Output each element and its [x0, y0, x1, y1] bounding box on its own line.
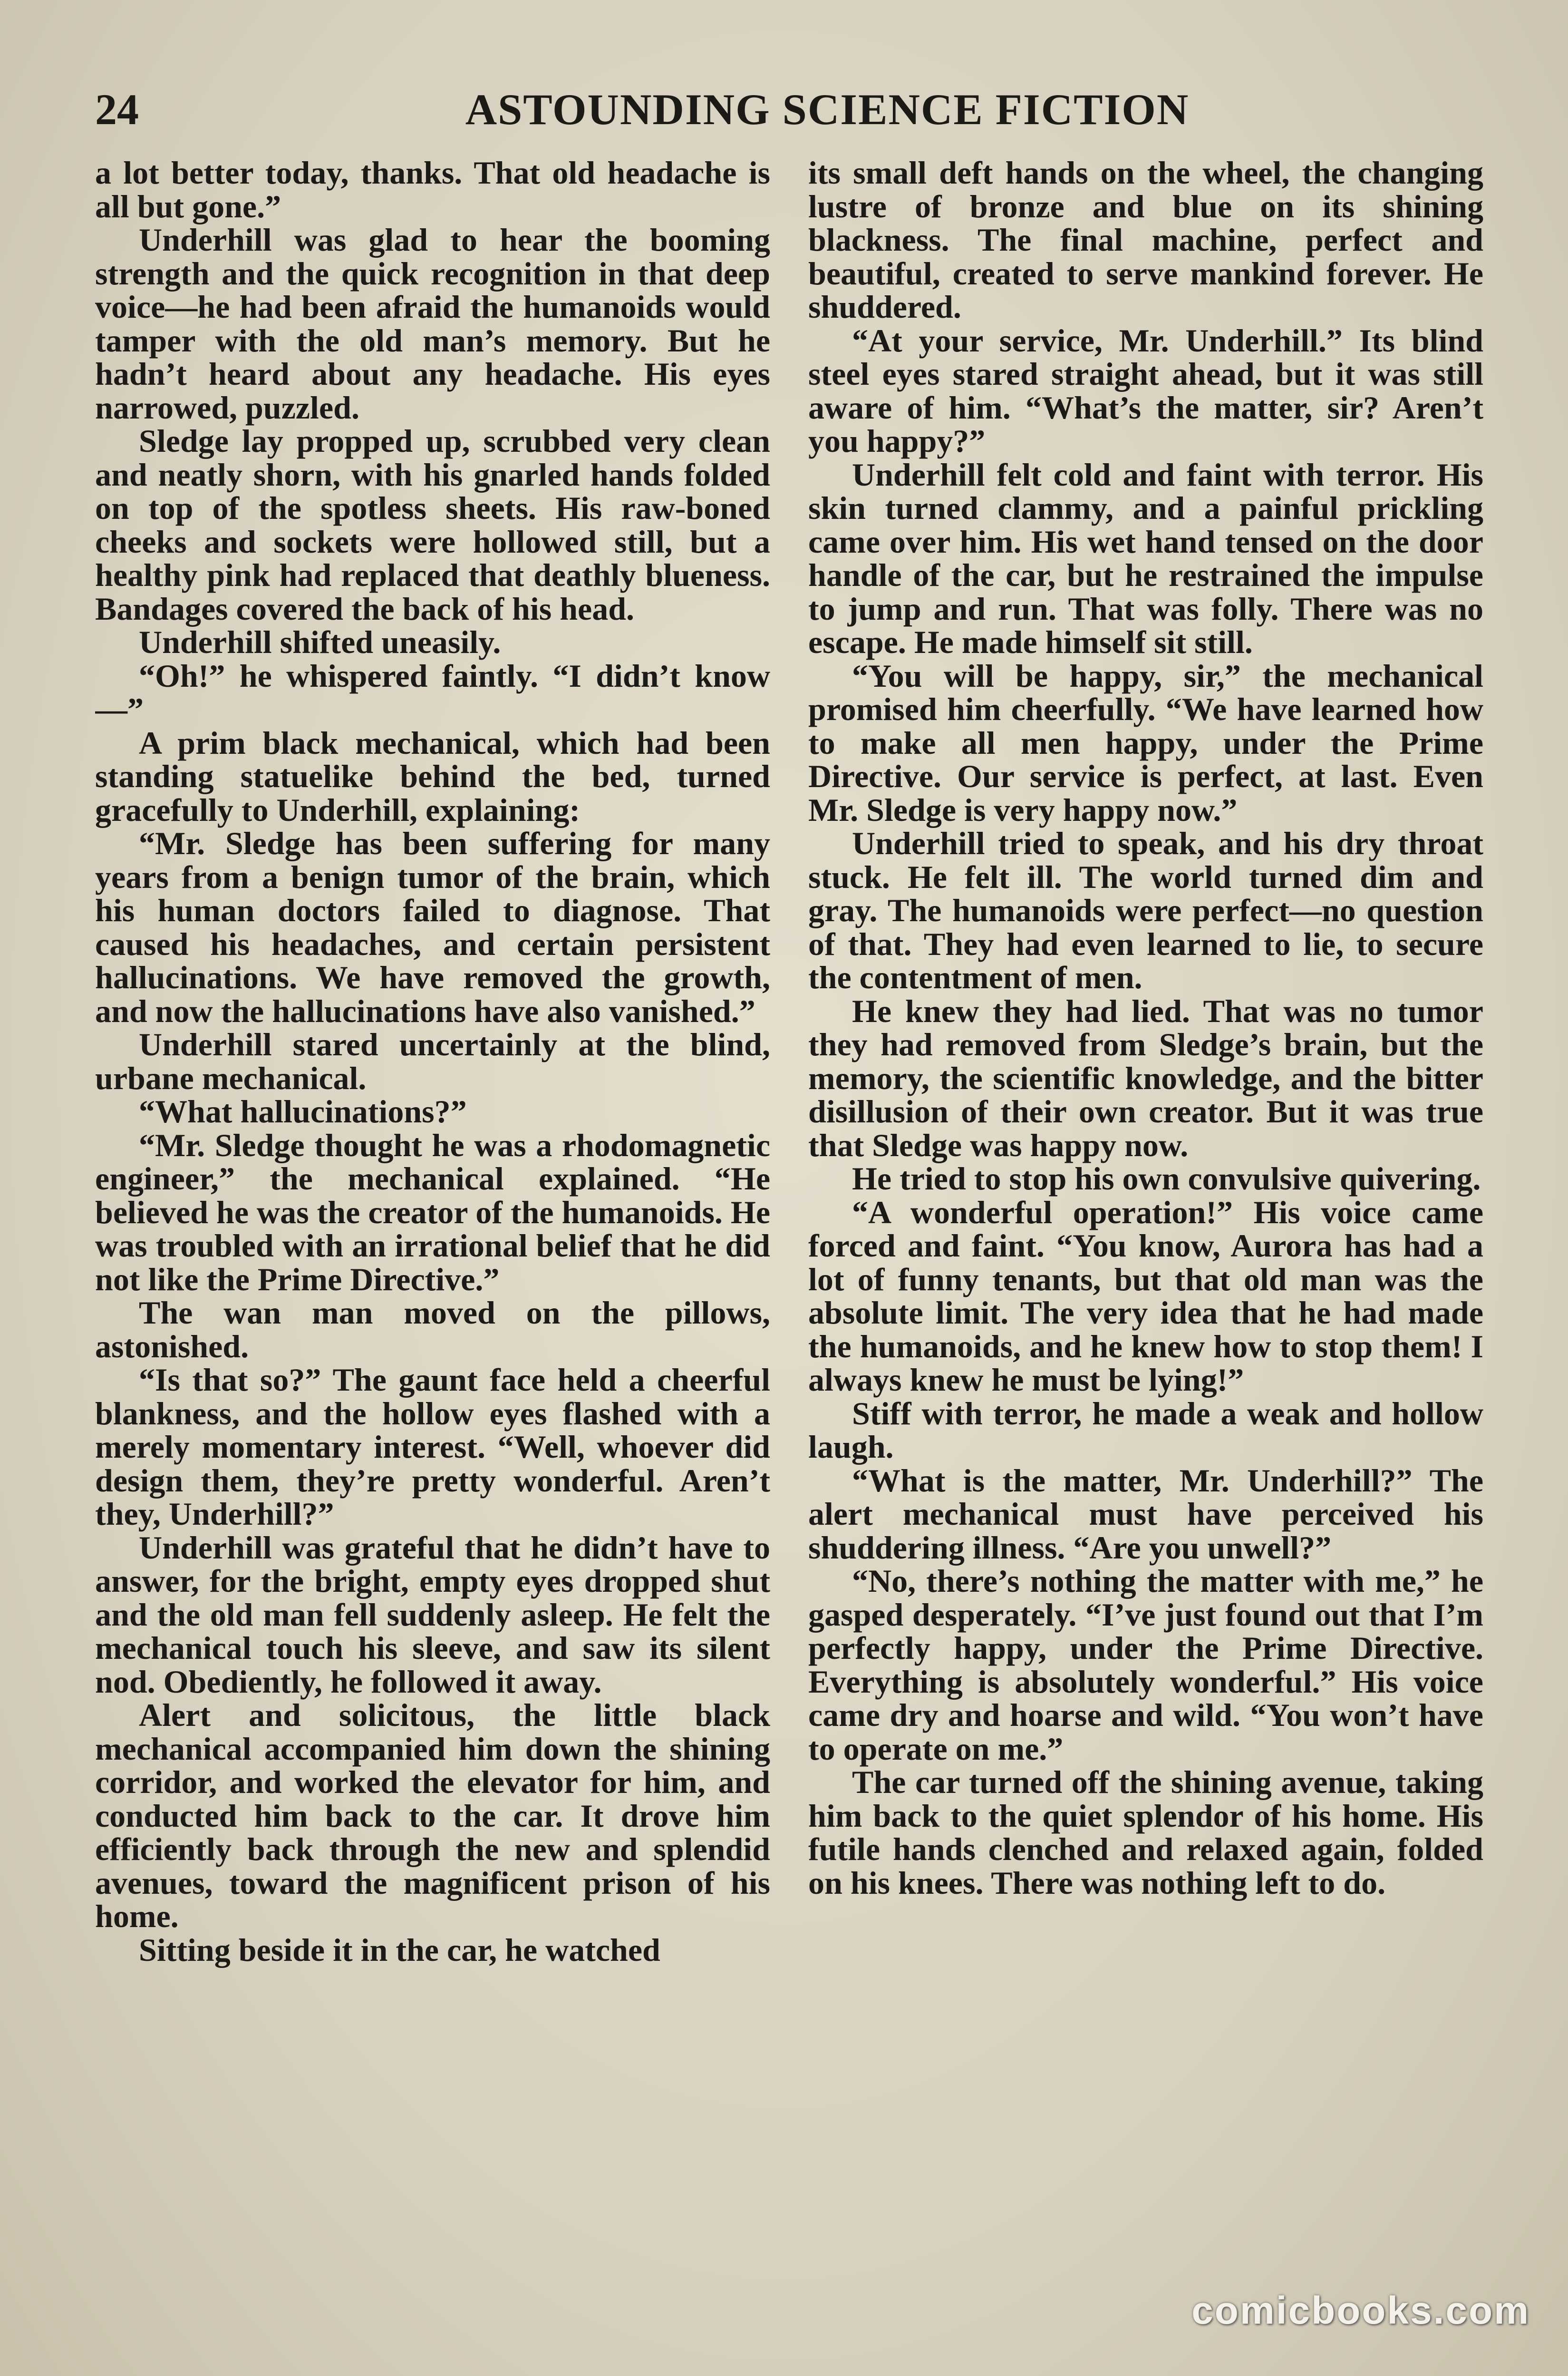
paragraph: Sledge lay propped up, scrubbed very clean and neatly shorn, with his gnarled hands folded on top of the spotless sheets. His raw-boned cheeks and sockets were hollowed still, but a healthy pink had replaced that deathly blueness. Bandages covered the back of his head. — [95, 423, 770, 627]
paragraph: Sitting beside it in the car, he watched — [139, 1931, 660, 1968]
paragraph: its small deft hands on the wheel, the changing lustre of bronze and blue on its shining blackness. The final machine, perfect and beautiful, created to serve mankind forever. He shuddered. — [808, 156, 1483, 325]
paragraph: “A wonderful operation!” His voice came forced and faint. “You know, Aurora has had a lot of funny tenants, but that old man was the absolute limit. The very idea that he had made the humanoids, and he knew how to stop them! I always knew he must be lying!” — [808, 1194, 1483, 1398]
paragraph: Underhill was grateful that he didn’t have to answer, for the bright, empty eyes dropped shut and the old man fell suddenly asleep. He felt the mechanical touch his sleeve, and saw its silent nod. Obediently, he followed it away. — [95, 1529, 770, 1700]
paragraph: “Mr. Sledge has been suffering for many years from a benign tumor of the brain, which his human doctors failed to diagnose. That caused his headaches, and certain persistent hallucinations. We have removed the growth, and now the hallucinations have also vanished.” — [95, 825, 770, 1029]
paragraph: a lot better today, thanks. That old headache is all but gone.” — [95, 156, 770, 224]
paragraph: “Is that so?” The gaunt face held a cheerful blankness, and the hollow eyes flashed with a merely momentary interest. “Well, whoever did design them, they’re pretty wonderful. Aren’t they, Underhill?” — [95, 1362, 770, 1532]
paragraph: “Mr. Sledge thought he was a rhodomagnetic engineer,” the mechanical explained. “He believed he was the creator of the humanoids. He was troubled with an irrational belief that he did not like the Prime Directive.” — [95, 1127, 770, 1297]
paragraph: He tried to stop his own convulsive quivering. — [852, 1160, 1481, 1197]
paragraph: “You will be happy, sir,” the mechanical promised him cheerfully. “We have learned how to make all men happy, under the Prime Directive. Our service is perfect, at last. Even Mr. Sledge is very happy now.” — [808, 657, 1483, 828]
paragraph: Alert and solicitous, the little black mechanical accompanied him down the shining corridor, and worked the elevator for him, and conducted him back to the car. It drove him efficiently back through the new and splendid avenues, toward the magnificent prison of his home. — [95, 1697, 770, 1934]
paragraph: Underhill felt cold and faint with terror. His skin turned clammy, and a painful prickling came over him. His wet hand tensed on the door handle of the car, but he restrained the impulse to jump and run. That was folly. There was no escape. He made himself sit still. — [808, 456, 1483, 660]
watermark: comicbooks.com — [1191, 2289, 1530, 2332]
paragraph: Underhill shifted uneasily. — [139, 624, 501, 660]
paragraph: Underhill tried to speak, and his dry throat stuck. He felt ill. The world turned dim and gray. The humanoids were perfect—no question of that. They had even learned to lie, to secure the contentment of men. — [808, 825, 1483, 995]
paragraph: A prim black mechanical, which had been standing statuelike behind the bed, turned gracefully to Underhill, explaining: — [95, 724, 770, 828]
running-title: ASTOUNDING SCIENCE FICTION — [465, 85, 1190, 134]
paragraph: “At your service, Mr. Underhill.” Its blind steel eyes stared straight ahead, but it was still aware of him. “What’s the matter, sir? Aren’t you happy?” — [808, 322, 1483, 459]
page-header — [95, 81, 1502, 143]
paragraph: The wan man moved on the pillows, astonished. — [95, 1295, 770, 1364]
paragraph: “What hallucinations?” — [139, 1093, 467, 1130]
paragraph: The car turned off the shining avenue, taking him back to the quiet splendor of his home. His futile hands clenched and relaxed again, folded on his knees. There was nothing left to do. — [808, 1764, 1483, 1901]
page-number: 24 — [95, 85, 139, 134]
paragraph: Stiff with terror, he made a weak and hollow laugh. — [808, 1395, 1483, 1465]
paragraph: Underhill stared uncertainly at the blind, urbane mechanical. — [95, 1026, 770, 1096]
paragraph: “Oh!” he whispered faintly. “I didn’t know—” — [95, 657, 770, 727]
left-column — [95, 156, 770, 2296]
paragraph: Underhill was glad to hear the booming strength and the quick recognition in that deep voice—he had been afraid the humanoids would tamper with the old man’s memory. But he hadn’t heard about any headache. His eyes narrowed, puzzled. — [95, 222, 770, 426]
right-column — [808, 156, 1483, 2296]
paragraph: “No, there’s nothing the matter with me,” he gasped desperately. “I’ve just found out that I’m perfectly happy, under the Prime Directive. Everything is absolutely wonderful.” His voice came dry and hoarse and wild. “You won’t have to operate on me.” — [808, 1563, 1483, 1767]
text-columns — [95, 156, 1483, 2296]
paragraph: He knew they had lied. That was no tumor they had removed from Sledge’s brain, but the memory, the scientific knowledge, and the bitter disillusion of their own creator. But it was true that Sledge was happy now. — [808, 993, 1483, 1163]
paragraph: “What is the matter, Mr. Underhill?” The alert mechanical must have perceived his shuddering illness. “Are you unwell?” — [808, 1462, 1483, 1566]
